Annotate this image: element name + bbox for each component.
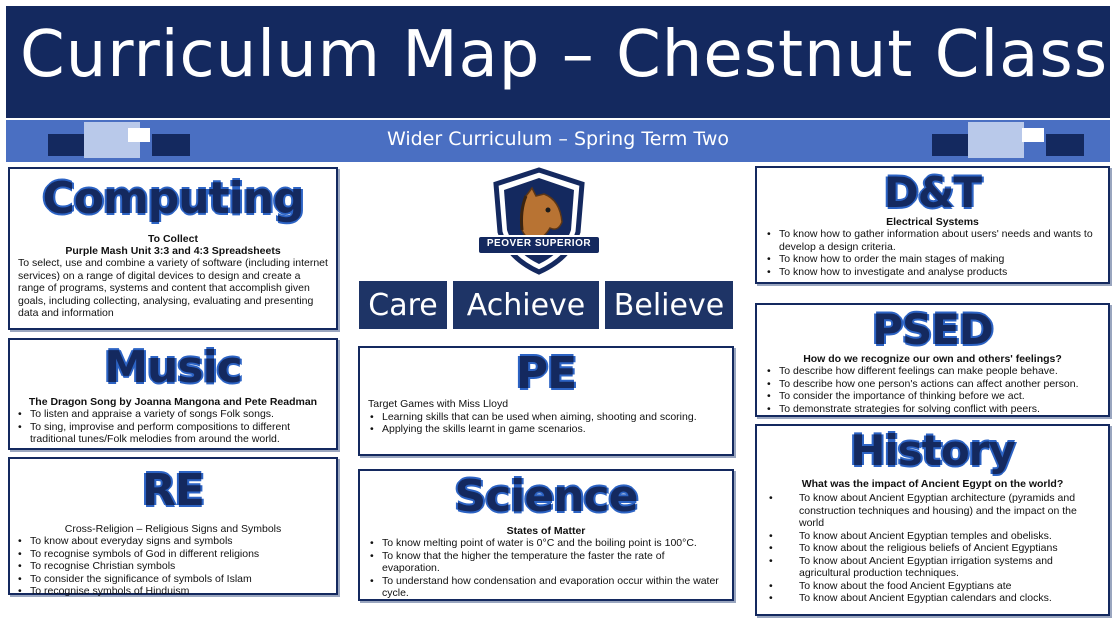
decor-block-left	[48, 134, 86, 156]
subtitle-banner	[6, 120, 1110, 162]
list-item: • To demonstrate strategies for solving conflict with peers.	[765, 403, 1100, 416]
list-item: • To sing, improvise and perform compositions to different traditional tunes/Folk melodies from around the world.	[16, 421, 330, 446]
re-card	[8, 457, 338, 595]
list-item: • To know melting point of water is 0°C and the boiling point is 100°C.	[368, 537, 724, 550]
history-list	[757, 490, 1108, 605]
computing-unit: Purple Mash Unit 3:3 and 4:3 Spreadsheets	[65, 245, 281, 257]
title-banner	[6, 6, 1110, 118]
list-item: • To consider the importance of thinking before we act.	[765, 390, 1100, 403]
science-card	[358, 469, 734, 601]
computing-description: To select, use and combine a variety of software (including internet services) on a range of digital devices to design and create a range of programs, systems and content that accomplish given goals, including collecting, analysing, evaluating and presenting data and information	[18, 257, 328, 319]
psed-heading: PSED	[872, 305, 993, 354]
value-achieve: Achieve	[453, 281, 599, 329]
list-item: • Applying the skills learnt in game scenarios.	[368, 423, 724, 436]
logo-banner-text: PEOVER SUPERIOR	[486, 238, 592, 249]
decor-block-right	[1046, 134, 1084, 156]
list-item: • To understand how condensation and evaporation occur within the water cycle.	[368, 575, 724, 600]
history-card	[755, 424, 1110, 616]
music-topic: The Dragon Song by Joanna Mangona and Pete Readman	[28, 396, 318, 408]
list-item: • To know how to order the main stages of making	[765, 253, 1100, 266]
list-item: • To recognise symbols of Hinduism	[16, 585, 330, 598]
science-topic: States of Matter	[506, 525, 586, 537]
value-believe: Believe	[605, 281, 733, 329]
dt-heading: D&T	[883, 168, 982, 217]
list-item: • To know that the higher the temperature the faster the rate of evaporation.	[368, 550, 724, 575]
re-list	[10, 535, 336, 598]
list-item: • To describe how one person's actions can affect another person.	[765, 378, 1100, 391]
science-heading: Science	[454, 471, 638, 522]
re-topic: Cross-Religion – Religious Signs and Symbols	[64, 523, 282, 535]
list-item: • Learning skills that can be used when aiming, shooting and scoring.	[368, 411, 724, 424]
list-item: • To listen and appraise a variety of songs Folk songs.	[16, 408, 330, 421]
computing-heading: Computing	[42, 173, 304, 224]
list-item: • To know about Ancient Egyptian irrigation systems and agricultural production techniques.	[767, 555, 1100, 580]
decor-block-right	[968, 122, 1024, 158]
computing-card	[8, 167, 338, 330]
list-item: • To know how to investigate and analyse products	[765, 266, 1100, 279]
list-item: • To consider the significance of symbols of Islam	[16, 573, 330, 586]
pe-card	[358, 346, 734, 456]
list-item: • To know about the food Ancient Egyptians ate	[767, 580, 1100, 593]
list-item: • To know about Ancient Egyptian temples and obelisks.	[767, 530, 1100, 543]
dt-list	[757, 228, 1108, 278]
psed-topic: How do we recognize our own and others' feelings?	[803, 353, 1062, 365]
history-heading: History	[850, 426, 1015, 475]
list-item: • To know about Ancient Egyptian calendars and clocks.	[767, 592, 1100, 605]
school-logo	[474, 166, 604, 276]
decor-block-right	[1022, 128, 1044, 142]
page-title: Curriculum Map – Chestnut Class	[20, 18, 1109, 92]
list-item: • To know how to gather information about users' needs and wants to develop a design criteria.	[765, 228, 1100, 253]
music-list	[10, 408, 336, 446]
history-topic: What was the impact of Ancient Egypt on the world?	[801, 478, 1064, 490]
page-subtitle: Wider Curriculum – Spring Term Two	[386, 128, 730, 150]
pe-list	[360, 411, 732, 436]
list-item: • To describe how different feelings can make people behave.	[765, 365, 1100, 378]
pe-heading: PE	[515, 348, 577, 399]
dt-card	[755, 166, 1110, 284]
list-item: • To recognise Christian symbols	[16, 560, 330, 573]
re-heading: RE	[142, 465, 204, 516]
list-item: • To know about the religious beliefs of Ancient Egyptians	[767, 542, 1100, 555]
decor-block-right	[932, 134, 970, 156]
list-item: • To know about Ancient Egyptian architecture (pyramids and construction techniques and housing) and the impact on the world	[767, 492, 1100, 530]
computing-topic: To Collect	[148, 233, 198, 245]
list-item: • To know about everyday signs and symbols	[16, 535, 330, 548]
psed-card	[755, 303, 1110, 417]
pe-topic: Target Games with Miss Lloyd	[368, 398, 509, 410]
decor-block-left	[128, 128, 150, 142]
psed-list	[757, 365, 1108, 415]
list-item: • To recognise symbols of God in different religions	[16, 548, 330, 561]
science-list	[360, 537, 732, 600]
music-heading: Music	[104, 342, 242, 393]
value-care: Care	[359, 281, 447, 329]
dt-topic: Electrical Systems	[886, 216, 979, 228]
horse-shield-icon	[474, 166, 604, 276]
music-card	[8, 338, 338, 450]
decor-block-left	[152, 134, 190, 156]
